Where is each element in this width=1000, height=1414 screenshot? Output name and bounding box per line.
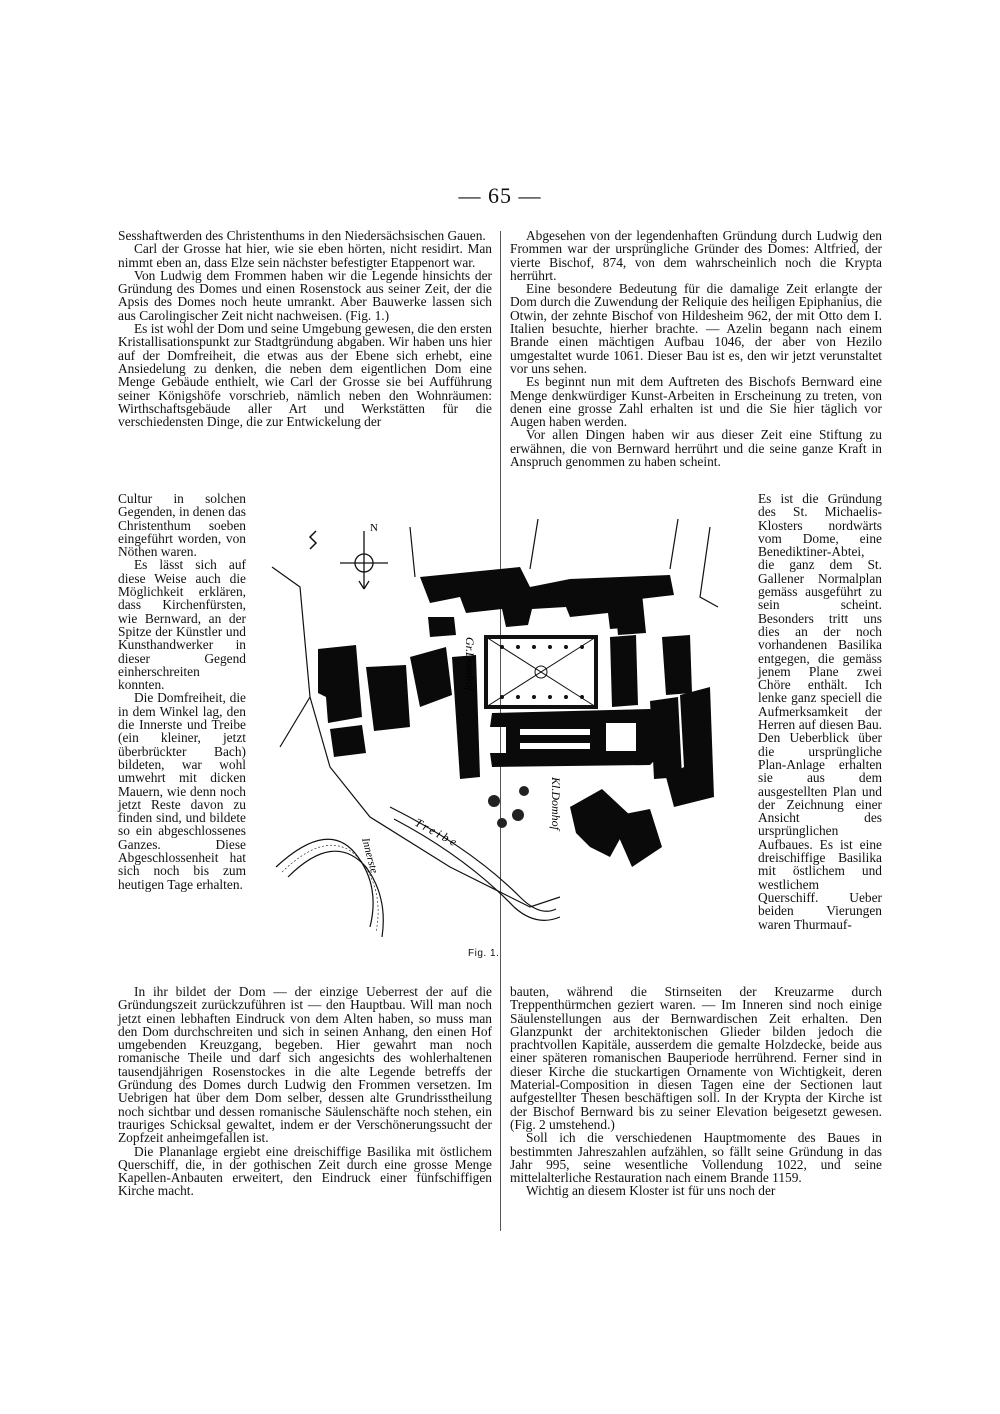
label-innerste: Innerste [359, 836, 381, 875]
paragraph: In ihr bildet der Dom — der einzige Ueberrest der auf die Gründungszeit zurückzuführen ist — den Hauptbau. Will man noch jetzt einen lebhaften Eindruck von dem Alten haben, so muss man den Dom durchschreiten und sich in seinen Anhang, den einen Hof umgebenden Kreuzgang, begeben. Hier gewahrt man noch romanische Theile und darf sich angesichts des wohlerhaltenen tausendjährigen Rosenstockes in die alte Legende betreffs der Gründung des Domes durch Ludwig den Frommen versetzen. Im Uebrigen hat über dem Dom selber, dessen alte Grundrisstheilung noch sichtbar und dessen romanische Säulenschäfte noch stehen, ein trauriges Schicksal gewaltet, indem er der Verschönerungssucht der Zopfzeit anheimgefallen ist. [118, 984, 492, 1146]
label-kl-domhof: Kl.Domhof [549, 777, 563, 831]
right-column-wrap [758, 492, 882, 931]
paragraph: Carl der Grosse hat hier, wie sie eben hörten, nicht residirt. Man nimmt eben an, dass Elze sein nächster befestigter Etappenort war. [118, 241, 492, 270]
trees [488, 786, 529, 828]
right-column-top [510, 229, 882, 468]
label-gr-domhof: Gr.Domhof [463, 637, 477, 691]
paragraph: Es beginnt nun mit dem Auftreten des Bischofs Bernward eine Menge denkwürdiger Kunst-Arbeiten in Erscheinung zu treten, von denen eine grosse Zahl erhalten ist und die Sie hier täglich vor Augen haben werden. [510, 374, 882, 430]
compass-icon [310, 531, 388, 589]
paragraph: Die Plananlage ergiebt eine dreischiffige Basilika mit östlichem Querschiff, die, in der gothischen Zeit durch eine grosse Menge Kapellen-Anbauten erweitert, den Eindruck einer fünfschiffigen Kirche macht. [118, 1143, 492, 1199]
paragraph: Vor allen Dingen haben wir aus dieser Zeit eine Stiftung zu erwähnen, die von Bernward herrührt und die seine ganze Kraft in Anspruch genommen zu haben scheint. [510, 427, 882, 470]
paragraph: Es lässt sich auf diese Weise auch die Möglichkeit erklären, dass Kirchenfürsten, wie Bernward, an der Spitze der Künstler und Kunsthandwerker in dieser Gegend einherschreiten konnten. [118, 557, 246, 693]
buildings-west [318, 645, 480, 779]
paragraph: Von Ludwig dem Frommen haben wir die Legende hinsichts der Gründung des Domes und einen Rosenstock aus seiner Zeit, der die Apsis des Domes noch heute umrankt. Aber Bauwerke lassen sich aus Carolingischer Zeit nicht nachweisen. (Fig. 1.) [118, 267, 492, 323]
paragraph: Soll ich die verschiedenen Hauptmomente des Baues in bestimmten Jahreszahlen aufzählen, so fällt seine Gründung in das Jahr 995, seine wesentliche Vollendung 1022, und seine mittelalterliche Restauration nach einem Brande 1159. [510, 1130, 882, 1186]
buildings-north [420, 567, 674, 637]
figure-caption: Fig. 1. [468, 948, 500, 959]
paragraph: Cultur in solchen Gegenden, in denen das Christenthum soeben eingeführt worden, von Nöthen waren. [118, 491, 246, 560]
paragraph: Es ist wohl der Dom und seine Umgebung gewesen, die den ersten Kristallisationspunkt zur Stadtgründung abgaben. Wir haben uns hier auf der Domfreiheit, die etwas aus der Ebene sich erhebt, eine Ansiedelung zu denken, die neben dem eigentlichen Dom eine Menge Gebäude enthielt, wie Carl der Grosse sie bei Aufführung seiner Königshöfe vorschrieb, nämlich neben den Wohnräumen: Wirthschaftsgebäude aller Art und Werkstätten für die verschiedensten Dinge, die zur Entwickelung der [118, 321, 492, 430]
paragraph: Die Domfreiheit, die in dem Winkel lag, den die Innerste und Treibe (ein kleiner, jetzt überbrückter Bach) bildeten, war wohl umwehrt mit dicken Mauern, wie denn noch jetzt Reste davon zu finden sind, und bildete so ein abgeschlossenes Ganzes. Diese Abgeschlossenheit hat sich noch bis zum heutigen Tage erhalten. [118, 690, 246, 892]
paragraph: Wichtig an diesem Kloster ist für uns noch der [526, 1183, 776, 1199]
north-label: N [370, 522, 378, 534]
paragraph: Abgesehen von der legendenhaften Gründung durch Ludwig den Frommen war der ursprüngliche Gründer des Domes: Altfried, der vierte Bischof, 874, von dem wahrscheinlich noch die Krypta herrührt. [510, 228, 882, 283]
right-column-bottom [510, 985, 882, 1198]
left-column-wrap [118, 492, 246, 891]
cloister-garden [486, 637, 596, 707]
paragraph: Sesshaftwerden des Christenthums in den Niedersächsischen Gauen. [118, 228, 486, 243]
left-column-bottom [118, 985, 492, 1198]
paragraph: bauten, während die Stirnseiten der Kreuzarme durch Treppenthürmchen geziert waren. — Im Inneren sind noch einige Säulenstellungen aus der Bernwardischen Zeit erhalten. Den Glanzpunkt der architektonischen Glieder bilden jedoch die prachtvollen Kapitäle, ausserdem die gemalte Holzdecke, beide aus einer späteren romanischen Bauperiode herrührend. Ferner sind in dieser Kirche die stuckartigen Ornamente von Wichtigkeit, deren Material-Composition in diesen Tagen eine der Sectionen laut aufgestellter Thesen beschäftigen soll. In der Krypta der Kirche ist der Bischof Bernward bis zu seiner Elevation beigesetzt gewesen. (Fig. 2 umstehend.) [510, 984, 882, 1132]
page-number: — 65 — [458, 183, 542, 208]
paragraph: Es ist die Gründung des St. Michaelis-Klosters nordwärts vom Dome, eine Benediktiner-Abtei, die ganz dem St. Gallener Normalplan gemäss ausgeführt zu sein scheint. Besonders tritt uns dies an der noch vorhandenen Basilika entgegen, die gemäss jenem Plane zwei Chöre enthält. Ich lenke ganz speciell die Aufmerksamkeit der Herren auf diesen Bau. Den Ueberblick über die ursprüngliche Plan-Anlage erhalten sie aus dem ausgestellten Plan und der Zeichnung einer Ansicht des ursprünglichen Aufbaues. Es ist eine dreischiffige Basilika mit östlichem und westlichem Querschiff. Ueber beiden Vierungen waren Thurmauf- [758, 491, 882, 932]
left-column-top [118, 229, 492, 428]
paragraph: Eine besondere Bedeutung für die damalige Zeit erlangte der Dom durch die Zuwendung der Reliquie des heiligen Epiphanius, die Otwin, der zehnte Bischof von Hildesheim 962, der mit Otto dem I. Italien besuchte, hierher brachte. — Azelin begann nach einem Brande einen mächtigen Aufbau 1046, der aber von Hezilo umgestaltet wurde 1061. Dieser Bau ist es, den wir jetzt verunstaltet vor uns sehen. [510, 281, 882, 376]
figure-site-plan [270, 517, 754, 945]
label-treibe: Treibe [412, 815, 462, 851]
